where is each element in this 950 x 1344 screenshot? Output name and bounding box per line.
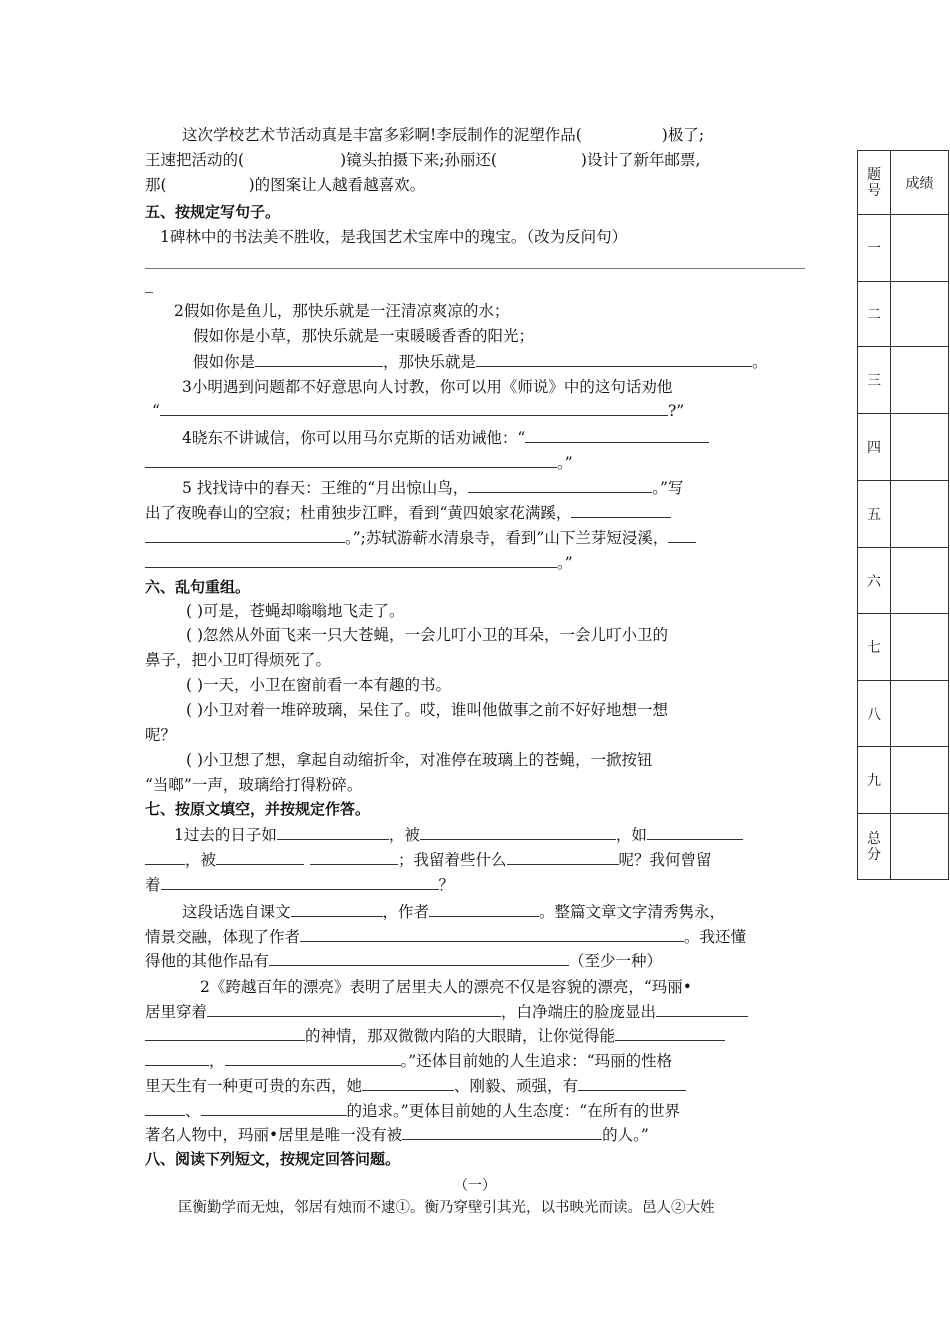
s5-q2-line-2: 假如你是小草，那快乐就是一束暖暖香香的阳光； bbox=[193, 327, 535, 345]
section-7-heading: 七、按原文填空，并按规定作答。 bbox=[145, 800, 371, 818]
s6-text: 忽然从外面飞来一只大苍蝇，一会儿叮小卫的耳朵，一会儿叮小卫的 bbox=[203, 626, 669, 644]
row-label: 七 bbox=[858, 614, 891, 681]
blank[interactable] bbox=[225, 1051, 401, 1066]
s7-text: （至少一种） bbox=[569, 952, 663, 970]
blank[interactable] bbox=[362, 1076, 454, 1091]
s7-text: ， bbox=[209, 1052, 225, 1070]
s5-q4-line-1 bbox=[182, 427, 709, 449]
blank[interactable] bbox=[201, 1101, 347, 1116]
s5-text: 。” bbox=[557, 454, 573, 472]
total-char: 总 bbox=[867, 830, 881, 847]
blank[interactable] bbox=[571, 503, 671, 518]
blank[interactable] bbox=[578, 1076, 686, 1091]
s5-text: 4晓东不讲诚信，你可以用马尔克斯的话劝诫他：“ bbox=[182, 429, 526, 447]
s7-text: 这段话选自课文 bbox=[182, 903, 291, 921]
blank[interactable] bbox=[216, 850, 304, 865]
s5-q5-line-4 bbox=[145, 552, 573, 574]
order-box[interactable]: ( ) bbox=[186, 751, 204, 769]
s6-item-5[interactable] bbox=[186, 749, 653, 771]
blank[interactable] bbox=[145, 453, 557, 468]
s7-text: ；我留着些什么 bbox=[398, 851, 507, 869]
s5-text: 出了夜晚春山的空寂；杜甫独步江畔，看到“黄四娘家花满蹊， bbox=[145, 504, 572, 522]
section-6-heading: 六、乱句重组。 bbox=[145, 578, 251, 596]
s6-text: 一天，小卫在窗前看一本有趣的书。 bbox=[203, 676, 452, 694]
blank[interactable] bbox=[255, 352, 383, 367]
s7-p-line-1 bbox=[182, 901, 725, 923]
blank[interactable] bbox=[160, 401, 668, 416]
blank[interactable] bbox=[647, 825, 743, 840]
s7-q2-line-2 bbox=[145, 1001, 748, 1023]
intro-line-1 bbox=[182, 124, 704, 146]
blank[interactable] bbox=[145, 553, 557, 568]
s6-item-4-cont: 呢？ bbox=[145, 726, 177, 744]
intro-text: )设计了新年邮票, bbox=[580, 151, 701, 169]
blank[interactable] bbox=[615, 1026, 725, 1041]
s5-text: 。”写 bbox=[652, 479, 684, 497]
intro-line-3 bbox=[145, 174, 425, 196]
section-5-heading: 五、按规定写句子。 bbox=[145, 203, 281, 221]
blank[interactable] bbox=[402, 1125, 602, 1140]
s5-text: ，那快乐就是 bbox=[383, 353, 477, 371]
s7-text: ，如 bbox=[615, 826, 647, 844]
answer-line[interactable] bbox=[145, 268, 805, 269]
s7-text: ？ bbox=[438, 876, 455, 894]
blank[interactable] bbox=[525, 428, 709, 443]
score-cell[interactable] bbox=[891, 747, 949, 814]
blank[interactable] bbox=[429, 902, 539, 917]
intro-line-2 bbox=[145, 149, 700, 171]
s5-text: 。 bbox=[752, 353, 768, 371]
s7-text: 、刚毅、顽强，有 bbox=[454, 1077, 579, 1095]
s7-text: ，被 bbox=[185, 851, 217, 869]
s6-text: 小卫想了想，拿起自动缩折伞，对准停在玻璃上的苍蝇，一掀按钮 bbox=[203, 751, 653, 769]
row-label: 四 bbox=[858, 414, 891, 481]
header-char: 号 bbox=[867, 182, 881, 199]
s6-item-3[interactable] bbox=[186, 674, 451, 696]
order-box[interactable]: ( ) bbox=[186, 626, 204, 644]
blank[interactable] bbox=[207, 1002, 501, 1017]
s7-text: 呢？我何曾留 bbox=[618, 851, 712, 869]
blank[interactable] bbox=[145, 850, 185, 865]
s5-text: 假如你是 bbox=[193, 353, 256, 371]
total-label bbox=[858, 814, 891, 880]
blank[interactable] bbox=[161, 875, 439, 890]
score-cell[interactable] bbox=[891, 215, 949, 282]
s7-text: 1过去的日子如 bbox=[174, 826, 277, 844]
score-cell[interactable] bbox=[891, 614, 949, 681]
intro-text: )镜头拍摄下来;孙丽还( bbox=[340, 151, 497, 169]
blank[interactable] bbox=[468, 478, 652, 493]
header-number bbox=[858, 151, 891, 215]
s5-q5-line-2 bbox=[145, 502, 671, 524]
s5-q1: 1碑林中的书法美不胜收，是我国艺术宝库中的瑰宝。（改为反问句） bbox=[160, 228, 628, 246]
intro-text: )极了; bbox=[661, 126, 705, 144]
order-box[interactable]: ( ) bbox=[186, 602, 204, 620]
score-cell[interactable] bbox=[891, 548, 949, 614]
s5-text: 。”;苏轼游蕲水清泉寺，看到”山下兰芽短浸溪， bbox=[345, 529, 669, 547]
score-cell[interactable] bbox=[891, 681, 949, 747]
s7-text: 、 bbox=[185, 1102, 201, 1120]
s7-q2-line-1: 2《跨越百年的漂亮》表明了居里夫人的漂亮不仅是容貌的漂亮，“玛丽• bbox=[200, 978, 692, 996]
total-char: 分 bbox=[867, 846, 881, 863]
s5-q4-line-2 bbox=[145, 452, 573, 474]
order-box[interactable]: ( ) bbox=[186, 701, 204, 719]
header-score: 成绩 bbox=[891, 151, 949, 215]
s5-q5-line-3 bbox=[145, 527, 696, 549]
s5-q3-line-2 bbox=[152, 400, 684, 422]
answer-line-stub bbox=[145, 292, 153, 293]
s7-q2-line-4 bbox=[145, 1050, 672, 1072]
s6-item-2[interactable] bbox=[186, 624, 668, 646]
s7-q1-line-1 bbox=[174, 824, 743, 846]
s7-q1-line-2 bbox=[145, 849, 712, 871]
s7-text: ，作者 bbox=[382, 903, 430, 921]
s6-text: 小卫对着一堆碎玻璃，呆住了。哎，谁叫他做事之前不好好地想一想 bbox=[203, 701, 669, 719]
s6-item-4[interactable] bbox=[186, 699, 668, 721]
score-cell[interactable] bbox=[891, 481, 949, 548]
s7-q1-line-3 bbox=[145, 874, 454, 896]
passage-text: 匡衡勤学而无烛，邻居有烛而不逮①。衡乃穿壁引其光，以书映光而读。邑人②大姓 bbox=[178, 1200, 715, 1216]
s5-q5-line-1 bbox=[182, 477, 683, 499]
s7-q2-line-6 bbox=[145, 1100, 680, 1122]
intro-text: )的图案让人越看越喜欢。 bbox=[248, 176, 426, 194]
s7-text: 居里穿着 bbox=[145, 1003, 208, 1021]
blank[interactable] bbox=[420, 825, 616, 840]
blank[interactable] bbox=[310, 850, 398, 865]
total-score-cell[interactable] bbox=[891, 814, 949, 880]
row-label: 九 bbox=[858, 747, 891, 814]
s7-text: ，白净端庄的脸庞显出 bbox=[501, 1003, 657, 1021]
intro-text: 王速把活动的( bbox=[145, 151, 245, 169]
blank[interactable] bbox=[145, 1101, 185, 1116]
s7-q2-line-7 bbox=[145, 1124, 649, 1146]
s6-text: 可是，苍蝇却嗡嗡地飞走了。 bbox=[203, 602, 405, 620]
blank[interactable] bbox=[656, 1002, 748, 1017]
blank[interactable] bbox=[269, 951, 569, 966]
row-label: 二 bbox=[858, 282, 891, 347]
s7-text: 著名人物中，玛丽•居里是唯一没有被 bbox=[145, 1126, 403, 1144]
s7-p-line-3 bbox=[145, 950, 662, 972]
s5-text: 。” bbox=[557, 554, 573, 572]
passage-number: （一） bbox=[454, 1178, 496, 1194]
row-label: 六 bbox=[858, 548, 891, 614]
blank[interactable] bbox=[476, 352, 752, 367]
s7-text: 着 bbox=[145, 876, 161, 894]
blank[interactable] bbox=[145, 1051, 209, 1066]
header-char: 题 bbox=[867, 166, 881, 183]
blank[interactable] bbox=[507, 850, 619, 865]
row-label: 一 bbox=[858, 215, 891, 282]
s7-text: 。我还懂 bbox=[684, 928, 747, 946]
blank[interactable] bbox=[668, 528, 696, 543]
section-8-heading: 八、阅读下列短文，按规定回答问题。 bbox=[145, 1150, 401, 1168]
s5-q2-line-3 bbox=[193, 351, 768, 373]
intro-text: 这次学校艺术节活动真是丰富多彩啊!李辰制作的泥塑作品( bbox=[182, 126, 582, 144]
s5-q2-line-1: 2假如你是鱼儿，那快乐就是一汪清凉爽凉的水； bbox=[174, 302, 510, 320]
order-box[interactable]: ( ) bbox=[186, 676, 204, 694]
s7-text: 里天生有一种更可贵的东西，她 bbox=[145, 1077, 363, 1095]
s7-text: 。整篇文章文字清秀隽永， bbox=[539, 903, 726, 921]
row-label: 五 bbox=[858, 481, 891, 548]
s5-text: 5 找找诗中的春天：王维的“月出惊山鸟， bbox=[182, 479, 469, 497]
s6-item-1[interactable] bbox=[186, 600, 405, 622]
score-cell[interactable] bbox=[891, 347, 949, 414]
s5-q3-line-1: 3小明遇到问题都不好意思向人讨教，你可以用《师说》中的这句话劝他 bbox=[182, 378, 673, 396]
blank[interactable] bbox=[277, 825, 389, 840]
s7-text: 情景交融，体现了作者 bbox=[145, 928, 301, 946]
s7-text: 的人。” bbox=[602, 1126, 649, 1144]
blank[interactable] bbox=[145, 1026, 305, 1041]
s7-text: 。”还体目前她的人生追求：“玛丽的性格 bbox=[400, 1052, 673, 1070]
blank[interactable] bbox=[291, 902, 383, 917]
s6-item-2-cont: 鼻子，把小卫叮得烦死了。 bbox=[145, 651, 332, 669]
s7-text: 的神情，那双微微内陷的大眼睛，让你觉得能 bbox=[305, 1027, 616, 1045]
row-label: 八 bbox=[858, 681, 891, 747]
blank[interactable] bbox=[300, 927, 684, 942]
s6-item-5-cont: “当啷”一声，玻璃给打得粉碎。 bbox=[145, 776, 363, 794]
row-label: 三 bbox=[858, 347, 891, 414]
s7-text: 得他的其他作品有 bbox=[145, 952, 270, 970]
intro-text: 那( bbox=[145, 176, 167, 194]
s7-text: ，被 bbox=[388, 826, 420, 844]
s7-p-line-2 bbox=[145, 926, 746, 948]
s7-q2-line-5 bbox=[145, 1075, 686, 1097]
s5-text: ?” bbox=[667, 402, 685, 420]
blank[interactable] bbox=[145, 528, 345, 543]
score-cell[interactable] bbox=[891, 282, 949, 347]
score-cell[interactable] bbox=[891, 414, 949, 481]
s7-text: 的追求。”更体目前她的人生态度：“在所有的世界 bbox=[346, 1102, 681, 1120]
s7-q2-line-3 bbox=[145, 1025, 725, 1047]
s5-text: “ bbox=[152, 402, 160, 420]
score-table bbox=[857, 150, 949, 880]
